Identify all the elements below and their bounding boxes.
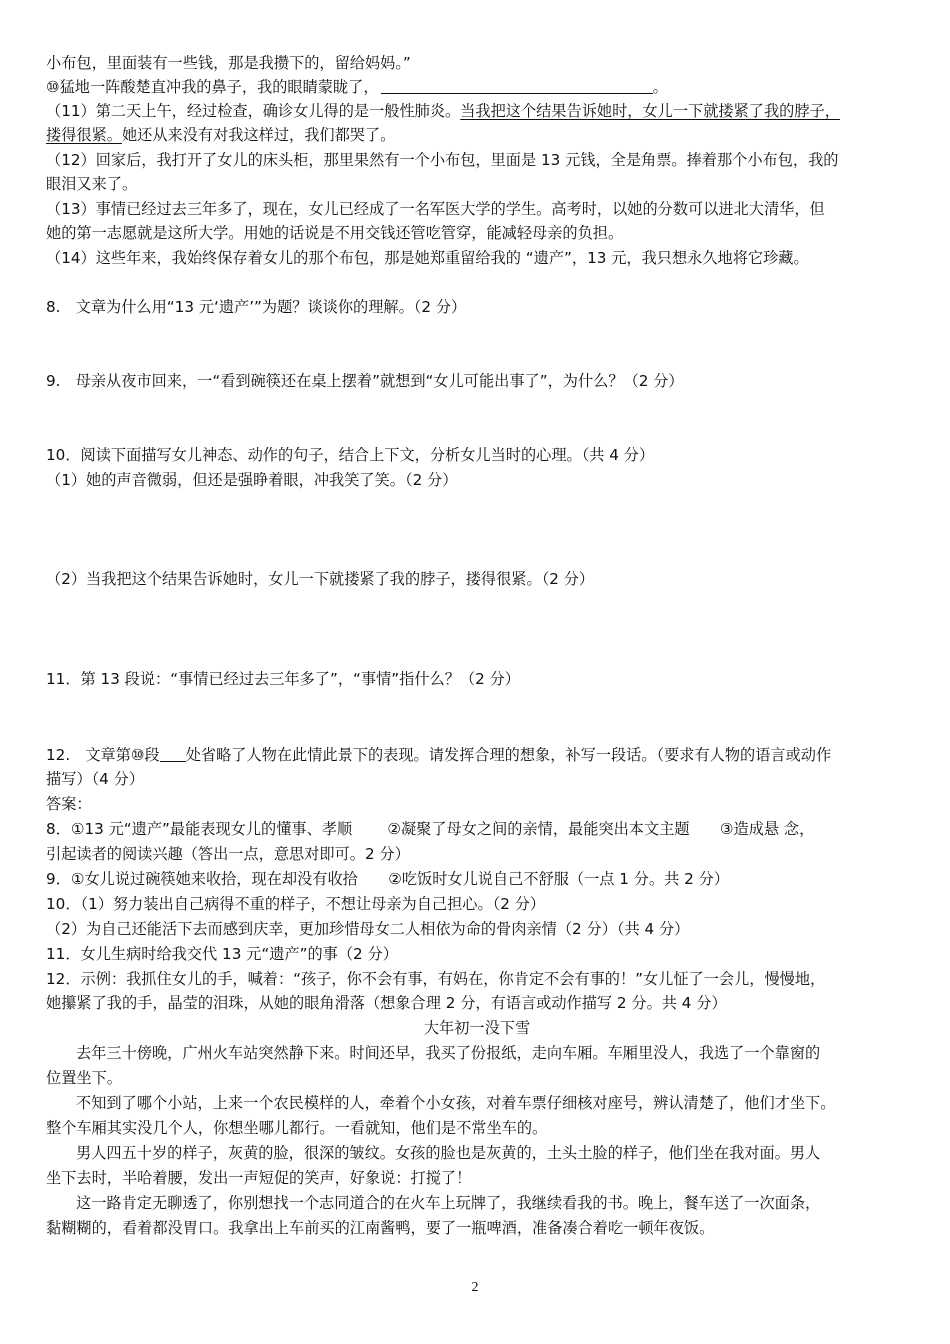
passage-paragraph-1: 去年三十傍晚，广州火车站突然静下来。时间还早，我买了份报纸，走向车厢。车厢里没人，我选了一个靠窗的 <box>76 1044 821 1062</box>
underlined-sentence-end: 搂得很紧。 <box>46 126 122 144</box>
answer-blank <box>381 79 653 94</box>
answer-11: 11．女儿生病时给我交代 13 元“遗产”的事（2 分） <box>46 945 398 963</box>
paragraph-11 <box>46 100 840 122</box>
answer-12: 12．示例：我抓住女儿的手，喊着：“孩子，你不会有事，有妈在，你肯定不会有事的！”女儿怔了一会儿，慢慢地， <box>46 970 826 988</box>
page-number: 2 <box>471 1280 479 1295</box>
question-10: 10．阅读下面描写女儿神态、动作的句子，结合上下文，分析女儿当时的心理。（共 4 分） <box>46 446 655 464</box>
question-12 <box>46 744 831 766</box>
paragraph-13: （13）事情已经过去三年多了，现在，女儿已经成了一名军医大学的学生。高考时，以她的分数可以进北大清华，但 <box>46 200 825 218</box>
paragraph-10-end: 。 <box>652 78 668 96</box>
paragraph-10-text: ⑩猛地一阵酸楚直冲我的鼻子，我的眼睛蒙眬了， <box>46 78 379 96</box>
paragraph-11-line-2 <box>46 124 395 146</box>
question-12-line-2: 描写）（4 分） <box>46 770 145 788</box>
paragraph-11-tail: 她还从来没有对我这样过，我们都哭了。 <box>121 126 396 144</box>
inline-blank <box>160 747 186 762</box>
passage-title: 大年初一没下雪 <box>423 1019 531 1037</box>
paragraph-11-text: （11）第二天上午，经过检查，确诊女儿得的是一般性肺炎。 <box>46 102 461 120</box>
passage-paragraph-2-line-2: 整个车厢其实没几个人，你想坐哪儿都行。一看就知，他们是不常坐车的。 <box>46 1119 548 1137</box>
underlined-sentence: 当我把这个结果告诉她时，女儿一下就搂紧了我的脖子， <box>460 102 840 120</box>
paragraph-14: （14）这些年来，我始终保存着女儿的那个布包，那是她郑重留给我的 “遗产”，13 元，我只想永久地将它珍藏。 <box>46 249 809 267</box>
answer-8-line-2: 引起读者的阅读兴趣（答出一点，意思对即可。2 分） <box>46 845 410 863</box>
passage-paragraph-2: 不知到了哪个小站，上来一个农民模样的人，牵着个小女孩，对着车票仔细核对座号，辨认清楚了，他们才坐下。 <box>76 1094 836 1112</box>
paragraph-12: （12）回家后，我打开了女儿的床头柜，那里果然有一个小布包，里面是 13 元钱，全是角票。捧着那个小布包，我的 <box>46 151 839 169</box>
answer-10-1: 10．（1）努力装出自己病得不重的样子，不想让母亲为自己担心。（2 分） <box>46 895 546 913</box>
question-8: 8. 文章为什么用“13 元‘遗产’”为题？谈谈你的理解。（2 分） <box>46 298 467 316</box>
paragraph-12-line-2: 眼泪又来了。 <box>46 175 138 193</box>
question-10-2: （2）当我把这个结果告诉她时，女儿一下就搂紧了我的脖子，搂得很紧。（2 分） <box>46 570 595 588</box>
answer-10-2: （2）为自己还能活下去而感到庆幸，更加珍惜母女二人相依为命的骨肉亲情（2 分）（共 4 分） <box>46 920 690 938</box>
question-10-1: （1）她的声音微弱，但还是强睁着眼，冲我笑了笑。（2 分） <box>46 471 458 489</box>
passage-paragraph-4: 这一路肯定无聊透了，你别想找一个志同道合的在火车上玩牌了，我继续看我的书。晚上，餐车送了一次面条， <box>76 1194 821 1212</box>
question-9: 9. 母亲从夜市回来，一“看到碗筷还在桌上摆着”就想到“女儿可能出事了”，为什么？（2 分） <box>46 372 684 390</box>
answers-label: 答案： <box>46 795 92 813</box>
paragraph-13-line-2: 她的第一志愿就是这所大学。用她的话说是不用交钱还管吃管穿，能减轻母亲的负担。 <box>46 224 624 242</box>
answer-8: 8．①13 元“遗产”最能表现女儿的懂事、孝顺 ②凝聚了母女之间的亲情，最能突出本文主题 ③造成悬 念， <box>46 820 815 838</box>
answer-12-line-2: 她攥紧了我的手，晶莹的泪珠，从她的眼角滑落（想象合理 2 分，有语言或动作描写 2 分。共 4 分） <box>46 994 727 1012</box>
passage-paragraph-1-line-2: 位置坐下。 <box>46 1069 122 1087</box>
passage-line: 小布包，里面装有一些钱，那是我攒下的，留给妈妈。” <box>46 54 411 72</box>
question-11: 11．第 13 段说：“事情已经过去三年多了”，“事情”指什么？（2 分） <box>46 670 520 688</box>
question-12-text-cont: 处省略了人物在此情此景下的表现。请发挥合理的想象，补写一段话。（要求有人物的语言或动作 <box>185 746 832 764</box>
paragraph-10 <box>46 76 668 98</box>
passage-paragraph-3-line-2: 坐下去时，半哈着腰，发出一声短促的笑声，好象说：打搅了！ <box>46 1169 472 1187</box>
question-12-text: 12. 文章第⑩段 <box>46 746 160 764</box>
answer-9: 9．①女儿说过碗筷她来收拾，现在却没有收拾 ②吃饭时女儿说自己不舒服（一点 1 分。共 2 分） <box>46 870 730 888</box>
passage-paragraph-4-line-2: 黏糊糊的，看着都没胃口。我拿出上车前买的江南酱鸭，要了一瓶啤酒，准备凑合着吃一顿年夜饭。 <box>46 1219 715 1237</box>
passage-paragraph-3: 男人四五十岁的样子，灰黄的脸，很深的皱纹。女孩的脸也是灰黄的，土头土脸的样子，他们坐在我对面。男人 <box>76 1144 821 1162</box>
